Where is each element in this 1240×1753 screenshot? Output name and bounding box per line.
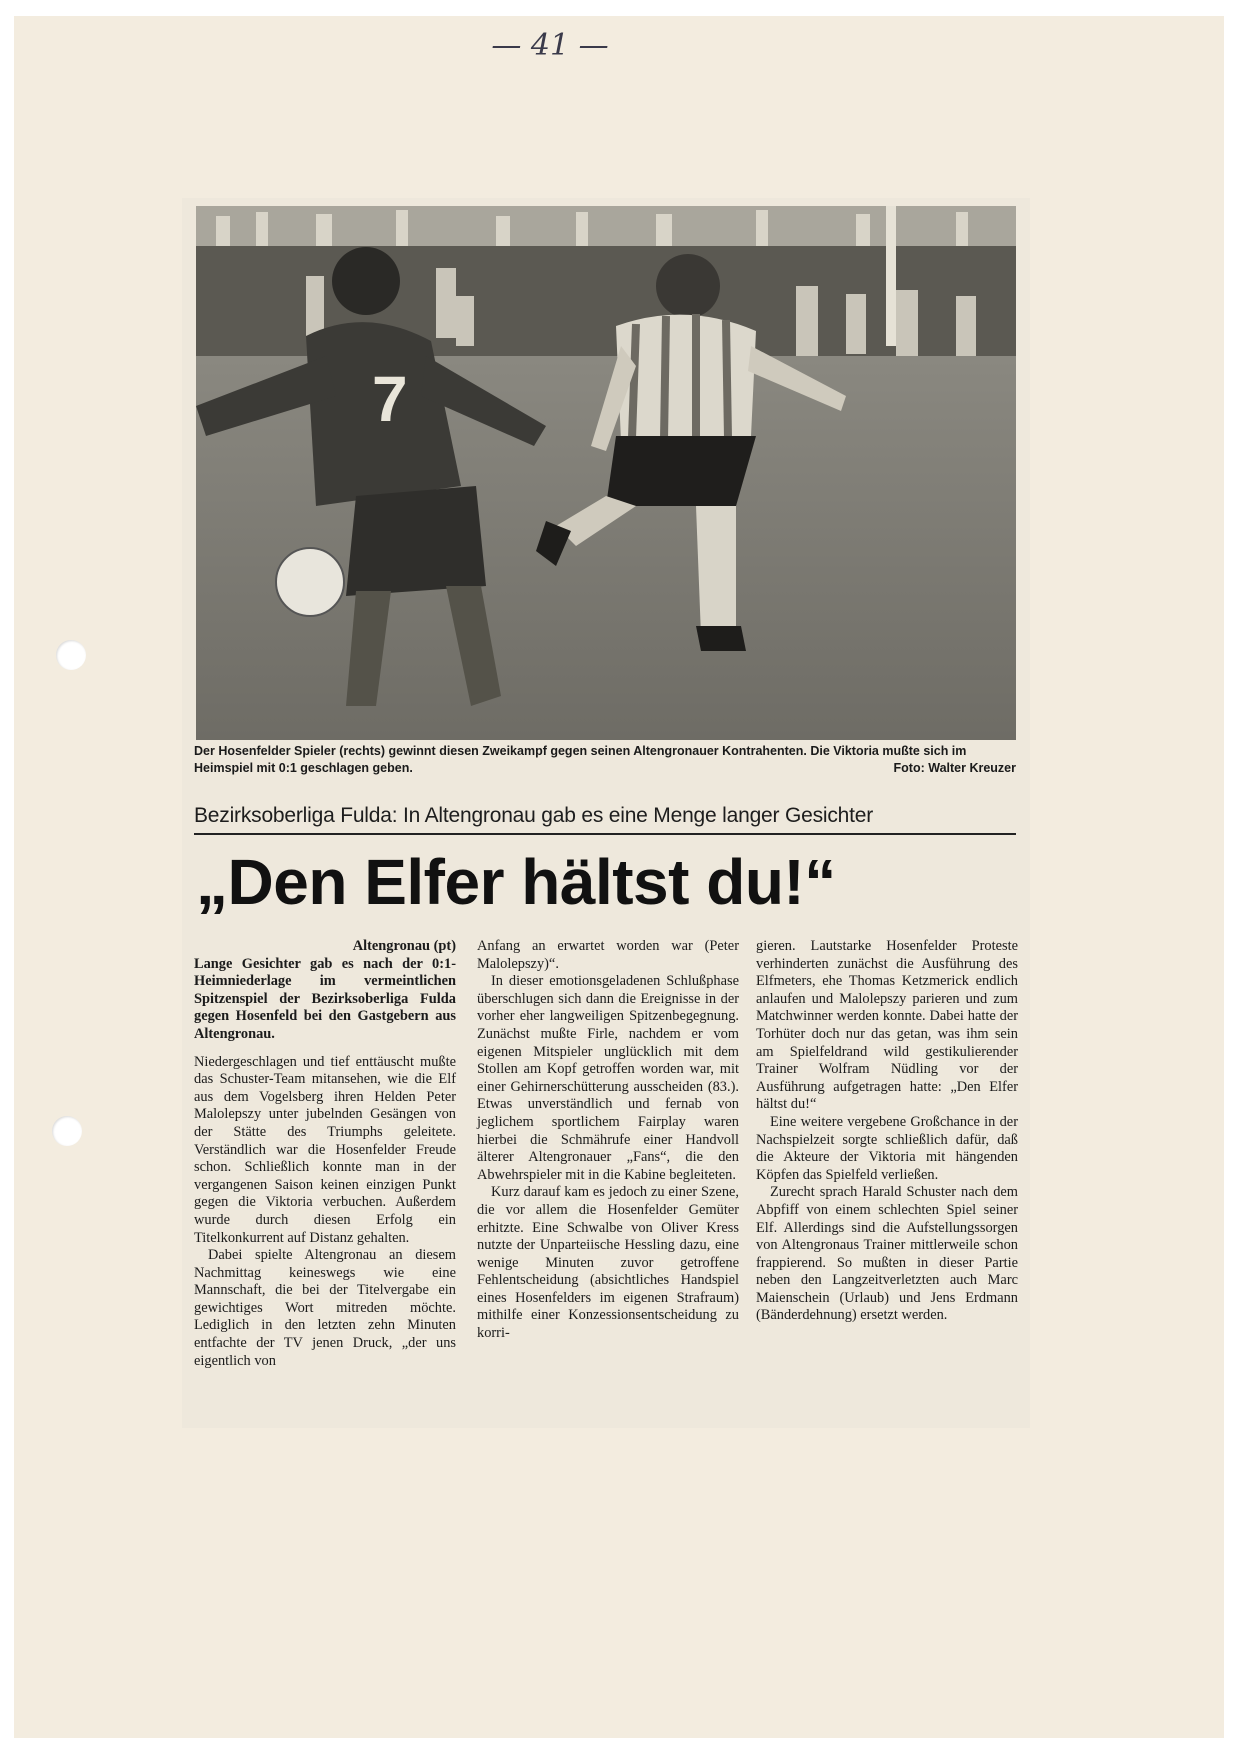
article-column-2 (477, 938, 739, 1343)
article-column-3 (756, 938, 1018, 1325)
lead-text: Lange Gesichter gab es nach der 0:1-Heimniederlage im vermeintlichen Spitzenspiel der Bezirksoberliga Fulda gegen Hosenfeld bei den Gastgebern aus Altengronau. (194, 955, 456, 1042)
paragraph: Anfang an erwartet worden war (Peter Malolepszy)“. (477, 938, 739, 972)
match-photo (196, 206, 1016, 740)
dateline: Altengronau (pt) (352, 938, 456, 954)
photo-credit: Foto: Walter Kreuzer (893, 761, 1016, 775)
article-lead (194, 938, 456, 1044)
article-kicker: Bezirksoberliga Fulda: In Altengronau gab es eine Menge langer Gesichter (194, 804, 1016, 835)
article-headline: „Den Elfer hältst du!“ (196, 846, 836, 918)
paragraph: Kurz darauf kam es jedoch zu einer Szene, die vor allem die Hosenfelder Gemüter erhitzte. Eine Schwalbe von Oliver Kress nutzte der Unparteiische Hessling dazu, eine wenige Minuten zuvor getroffene Fehlentscheidung (absichtliches Handspiel eines Hosenfelders im eigenen Strafraum) mithilfe einer Konzessionsentscheidung zu korri- (477, 1184, 739, 1342)
paragraph: Eine weitere vergebene Großchance in der Nachspielzeit sorgte schließlich dafür, daß die Akteure der Viktoria mit hängenden Köpfen das Spielfeld verließen. (756, 1113, 1018, 1183)
svg-text:7: 7 (372, 363, 408, 435)
photo-caption (194, 743, 1016, 777)
punch-hole-top (56, 640, 86, 670)
paragraph: Dabei spielte Altengronau an diesem Nachmittag keineswegs wie eine Mannschaft, die bei der Titelvergabe ein gewichtiges Wort mitreden möchte. Lediglich in den letzten zehn Minuten entfachte der TV jenen Druck, „der uns eigentlich von (194, 1247, 456, 1369)
page-number: — 41 — (491, 28, 609, 63)
punch-hole-bottom (52, 1116, 82, 1146)
paragraph: Niedergeschlagen und tief enttäuscht mußte das Schuster-Team mitansehen, wie die Elf aus dem Vogelsberg ihren Helden Peter Malolepszy unter jubelnden Gesängen von der Stätte des Triumphs geleitete. Verständlich war die Hosenfelder Freude schon. Schließlich konnte man in der vergangenen Saison keinen einzigen Punkt gegen die Viktoria verbuchen. Außerdem wurde durch diesen Erfolg ein Titelkonkurrent auf Distanz gehalten. (194, 1053, 456, 1246)
paragraph: In dieser emotionsgeladenen Schlußphase überschlugen sich dann die Ereignisse in der vorher eher langweiligen Spitzenbegegnung. Zunächst mußte Firle, nachdem er vom eigenen Mitspieler unglücklich mit dem Stollen am Kopf getroffen worden war, mit einer Gehirnerschütterung ausscheiden (83.). Etwas unverständlich und fernab von jeglichem sportlichem Fairplay waren hierbei die Schmährufe einer Handvoll älterer Altengronauer „Fans“, die den Abwehrspieler mit in die Kabine begleiteten. (477, 973, 739, 1183)
paragraph: gieren. Lautstarke Hosenfelder Proteste verhinderten zunächst die Ausführung des Elfmeters, ehe Thomas Ketzmerick endlich anlaufen und Malolepszy parieren und zum Matchwinner werden konnte. Dabei hatte der Torhüter doch nur das getan, was ihm sein am Spielfeldrand wild gestikulierender Trainer Wolfram Nüdling vor der Ausführung aufgetragen hatte: „Den Elfer hältst du!“ (756, 938, 1018, 1113)
caption-text: Der Hosenfelder Spieler (rechts) gewinnt diesen Zweikampf gegen seinen Altengronauer Kontrahenten. Die Viktoria mußte sich im Heimspiel mit 0:1 geschlagen geben. (194, 744, 967, 775)
article-column-1 (194, 938, 456, 1370)
match-photo-illustration (196, 206, 1016, 740)
ball-icon (276, 548, 344, 616)
paragraph: Zurecht sprach Harald Schuster nach dem Abpfiff von einem schlechten Spiel seiner Elf. Allerdings sind die Aufstellungssorgen von Altengronaus Trainer mittlerweile schon frappierend. So mußten in dieser Partie neben den Langzeitverletzten auch Marc Maienschein (Urlaub) und Jens Erdmann (Bänderdehnung) ersetzt werden. (756, 1184, 1018, 1324)
